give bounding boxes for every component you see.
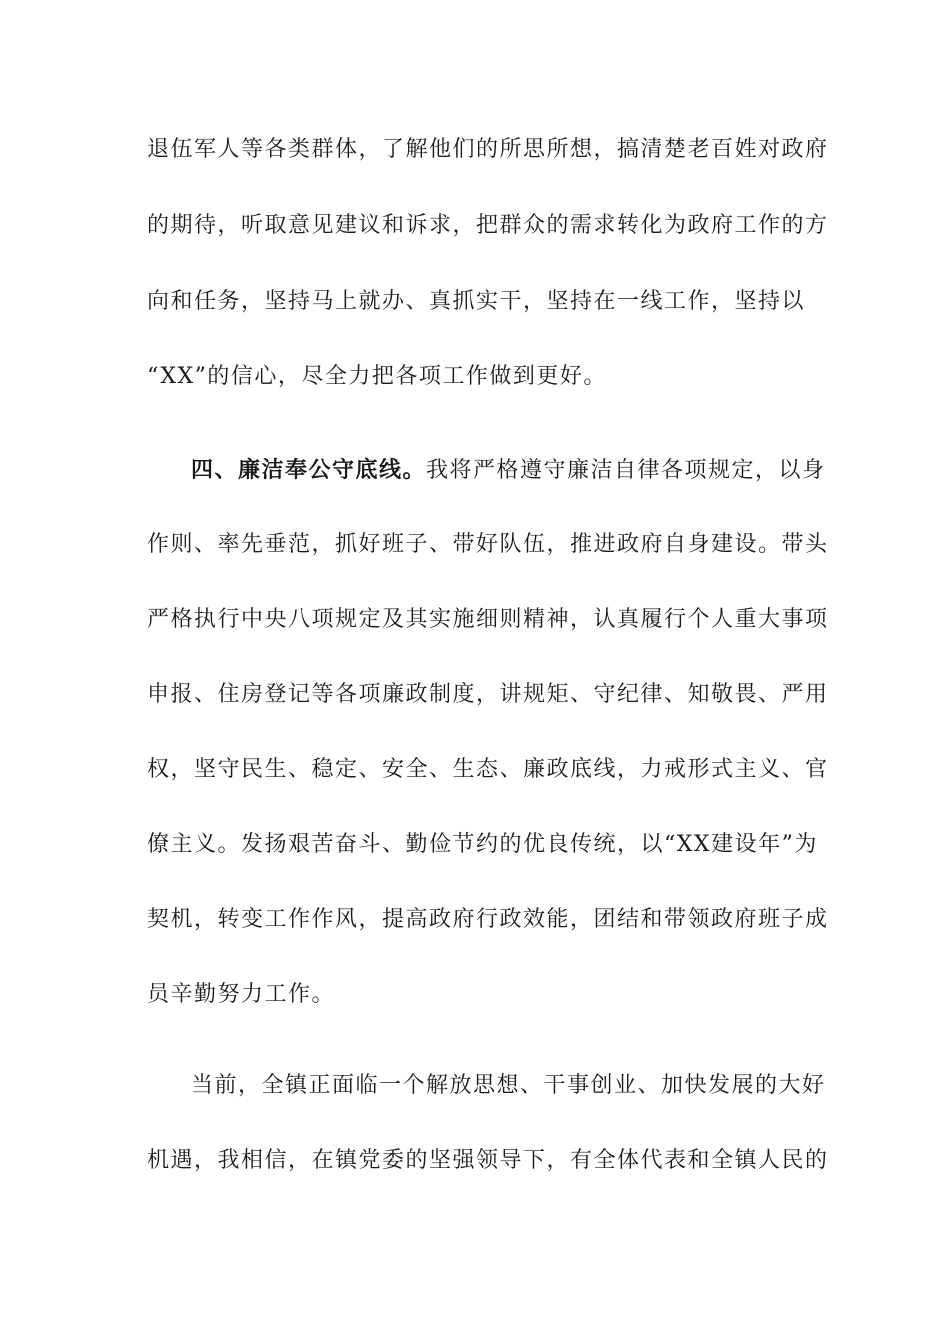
paragraph-1-line-3: 向和任务，坚持马上就办、真抓实干，坚持在一线工作，坚持以: [147, 289, 806, 314]
paragraph-3-line-1: 当前，全镇正面临一个解放思想、干事创业、加快发展的大好: [191, 1073, 826, 1098]
paragraph-2-line-3: 严格执行中央八项规定及其实施细则精神，认真履行个人重大事项: [147, 607, 829, 632]
paragraph-3-line-2: 机遇，我相信，在镇党委的坚强领导下，有全体代表和全镇人民的: [147, 1148, 829, 1173]
paragraph-2-line-1-text: 我将严格遵守廉洁自律各项规定，以身: [426, 458, 826, 483]
paragraph-2-line-8: 员辛勤努力工作。: [147, 982, 336, 1007]
paragraph-2-line-1: [191, 452, 826, 488]
paragraph-1-line-4: “XX”的信心，尽全力把各项工作做到更好。: [147, 364, 607, 389]
paragraph-1-line-1: 退伍军人等各类群体，了解他们的所思所想，搞清楚老百姓对政府: [147, 137, 829, 162]
paragraph-2-line-6: 僚主义。发扬艰苦奋斗、勤俭节约的优良传统，以“XX建设年”为: [147, 832, 818, 857]
section-heading: 四、廉洁奉公守底线。: [191, 457, 427, 483]
paragraph-2-line-7: 契机，转变工作作风，提高政府行政效能，团结和带领政府班子成: [147, 907, 829, 932]
paragraph-1-line-2: 的期待，听取意见建议和诉求，把群众的需求转化为政府工作的方: [147, 213, 829, 238]
paragraph-2-line-5: 权，坚守民生、稳定、安全、生态、廉政底线，力戒形式主义、官: [147, 757, 829, 782]
paragraph-2-line-4: 申报、住房登记等各项廉政制度，讲规矩、守纪律、知敬畏、严用: [147, 682, 829, 707]
paragraph-2-line-2: 作则、率先垂范，抓好班子、带好队伍，推进政府自身建设。带头: [147, 532, 829, 557]
